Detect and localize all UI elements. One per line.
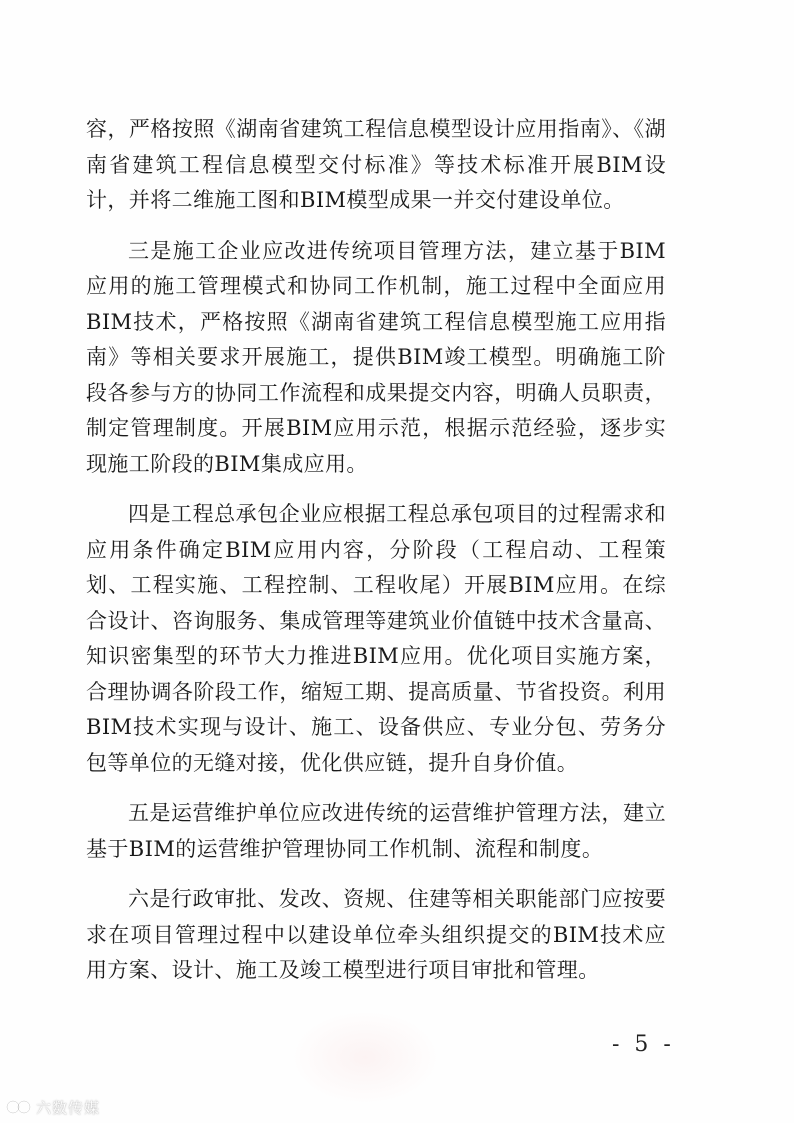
paragraph-operation-maintenance: 五是运营维护单位应改进传统的运营维护管理方法，建立基于BIM的运营维护管理协同工作机制、流程和制度。 (86, 801, 666, 861)
paragraph-construction-enterprises: 三是施工企业应改进传统项目管理方法，建立基于BIM应用的施工管理模式和协同工作机制，施工过程中全面应用BIM技术，严格按照《湖南省建筑工程信息模型施工应用指南》等相关要求开展施工，提供BIM竣工模型。明确施工阶段各参与方的协同工作流程和成果提交内容，明确人员职责，制定管理制度。开展BIM应用示范，根据示范经验，逐步实现施工阶段的BIM集成应用。 (86, 238, 666, 476)
watermark-logo-icon (6, 1097, 32, 1117)
paragraph-general-contractors: 四是工程总承包企业应根据工程总承包项目的过程需求和应用条件确定BIM应用内容，分阶段（工程启动、工程策划、工程实施、工程控制、工程收尾）开展BIM应用。在综合设计、咨询服务、集成管理等建筑业价值链中技术含量高、知识密集型的环节大力推进BIM应用。优化项目实施方案，合理协调各阶段工作，缩短工期、提高质量、节省投资。利用BIM技术实现与设计、施工、设备供应、专业分包、劳务分包等单位的无缝对接，优化供应链，提升自身价值。 (86, 502, 666, 775)
scan-stain (290, 1010, 440, 1105)
paragraph-administrative-departments: 六是行政审批、发改、资规、住建等相关职能部门应按要求在项目管理过程中以建设单位牵头组织提交的BIM技术应用方案、设计、施工及竣工模型进行项目审批和管理。 (86, 887, 666, 982)
document-body (86, 112, 666, 989)
watermark (6, 1096, 100, 1118)
page-number: - 5 - (612, 1032, 675, 1057)
watermark-text: 六数传媒 (36, 1098, 101, 1117)
paragraph-continuation: 容，严格按照《湖南省建筑工程信息模型设计应用指南》、《湖南省建筑工程信息模型交付标准》等技术标准开展BIM设计，并将二维施工图和BIM模型成果一并交付建设单位。 (86, 117, 666, 212)
